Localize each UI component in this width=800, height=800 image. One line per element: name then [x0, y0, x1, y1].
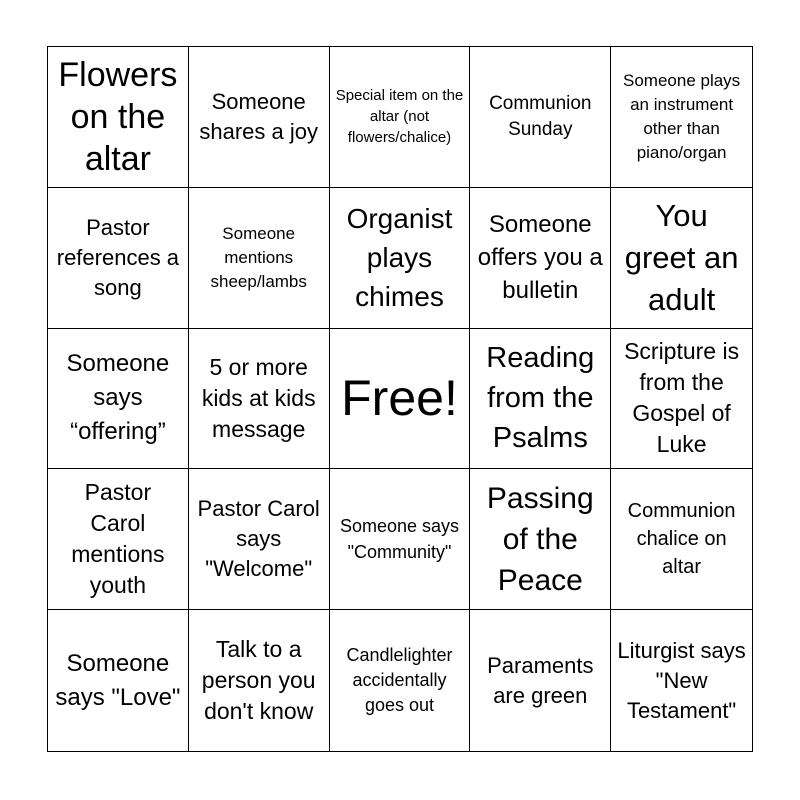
bingo-cell-22[interactable] [189, 610, 330, 751]
bingo-cell-text: Someone says “offering” [66, 350, 170, 446]
bingo-cell-15[interactable] [611, 329, 752, 470]
bingo-cell-4[interactable] [470, 47, 611, 188]
bingo-cell-17[interactable] [189, 469, 330, 610]
bingo-cell-23[interactable] [330, 610, 471, 751]
bingo-cell-text: Someone mentions sheep/lambs [210, 223, 307, 291]
bingo-cell-24[interactable] [470, 610, 611, 751]
bingo-cell-5[interactable] [611, 47, 752, 188]
bingo-cell-text: Scripture is from the Gospel of Luke [624, 338, 740, 458]
bingo-cell-12[interactable] [189, 329, 330, 470]
bingo-cell-11[interactable] [48, 329, 189, 470]
free-space-text: Free! [341, 370, 458, 427]
bingo-cell-text: Communion chalice on altar [627, 500, 736, 579]
bingo-cell-text: Someone shares a joy [199, 88, 318, 144]
bingo-cell-9[interactable] [470, 188, 611, 329]
bingo-cell-7[interactable] [189, 188, 330, 329]
bingo-cell-14[interactable] [470, 329, 611, 470]
bingo-cell-text: 5 or more kids at kids message [201, 353, 316, 442]
bingo-cell-free[interactable] [330, 329, 471, 470]
bingo-cell-text: You greet an adult [624, 197, 739, 317]
bingo-cell-text: Special item on the altar (not flowers/chalice) [335, 87, 464, 147]
bingo-cell-text: Reading from the Psalms [486, 342, 595, 455]
bingo-cell-text: Flowers on the altar [58, 55, 178, 178]
bingo-cell-text: Passing of the Peace [486, 481, 594, 597]
bingo-cell-text: Organist plays chimes [346, 203, 453, 313]
bingo-cell-text: Communion Sunday [489, 92, 592, 140]
bingo-cell-text: Pastor Carol says "Welcome" [197, 496, 320, 582]
bingo-cell-25[interactable] [611, 610, 752, 751]
bingo-cell-21[interactable] [48, 610, 189, 751]
bingo-cell-18[interactable] [330, 469, 471, 610]
bingo-cell-text: Liturgist says "New Testament" [617, 637, 746, 723]
bingo-cell-text: Someone says "Community" [339, 516, 460, 563]
bingo-cell-19[interactable] [470, 469, 611, 610]
bingo-cell-3[interactable] [330, 47, 471, 188]
bingo-cell-text: Paraments are green [487, 652, 594, 708]
bingo-cell-6[interactable] [48, 188, 189, 329]
bingo-cell-20[interactable] [611, 469, 752, 610]
bingo-board [47, 46, 753, 752]
bingo-cell-text: Candlelighter accidentally goes out [346, 645, 453, 716]
bingo-cell-text: Pastor references a song [56, 214, 180, 300]
bingo-cell-10[interactable] [611, 188, 752, 329]
bingo-cell-text: Pastor Carol mentions youth [71, 479, 165, 599]
bingo-cell-16[interactable] [48, 469, 189, 610]
bingo-cell-text: Someone says "Love" [55, 649, 181, 711]
bingo-cell-2[interactable] [189, 47, 330, 188]
bingo-cell-text: Someone offers you a bulletin [477, 211, 603, 305]
bingo-cell-text: Someone plays an instrument other than piano/organ [623, 70, 741, 162]
bingo-cell-text: Talk to a person you don't know [201, 636, 316, 725]
bingo-cell-1[interactable] [48, 47, 189, 188]
bingo-cell-8[interactable] [330, 188, 471, 329]
